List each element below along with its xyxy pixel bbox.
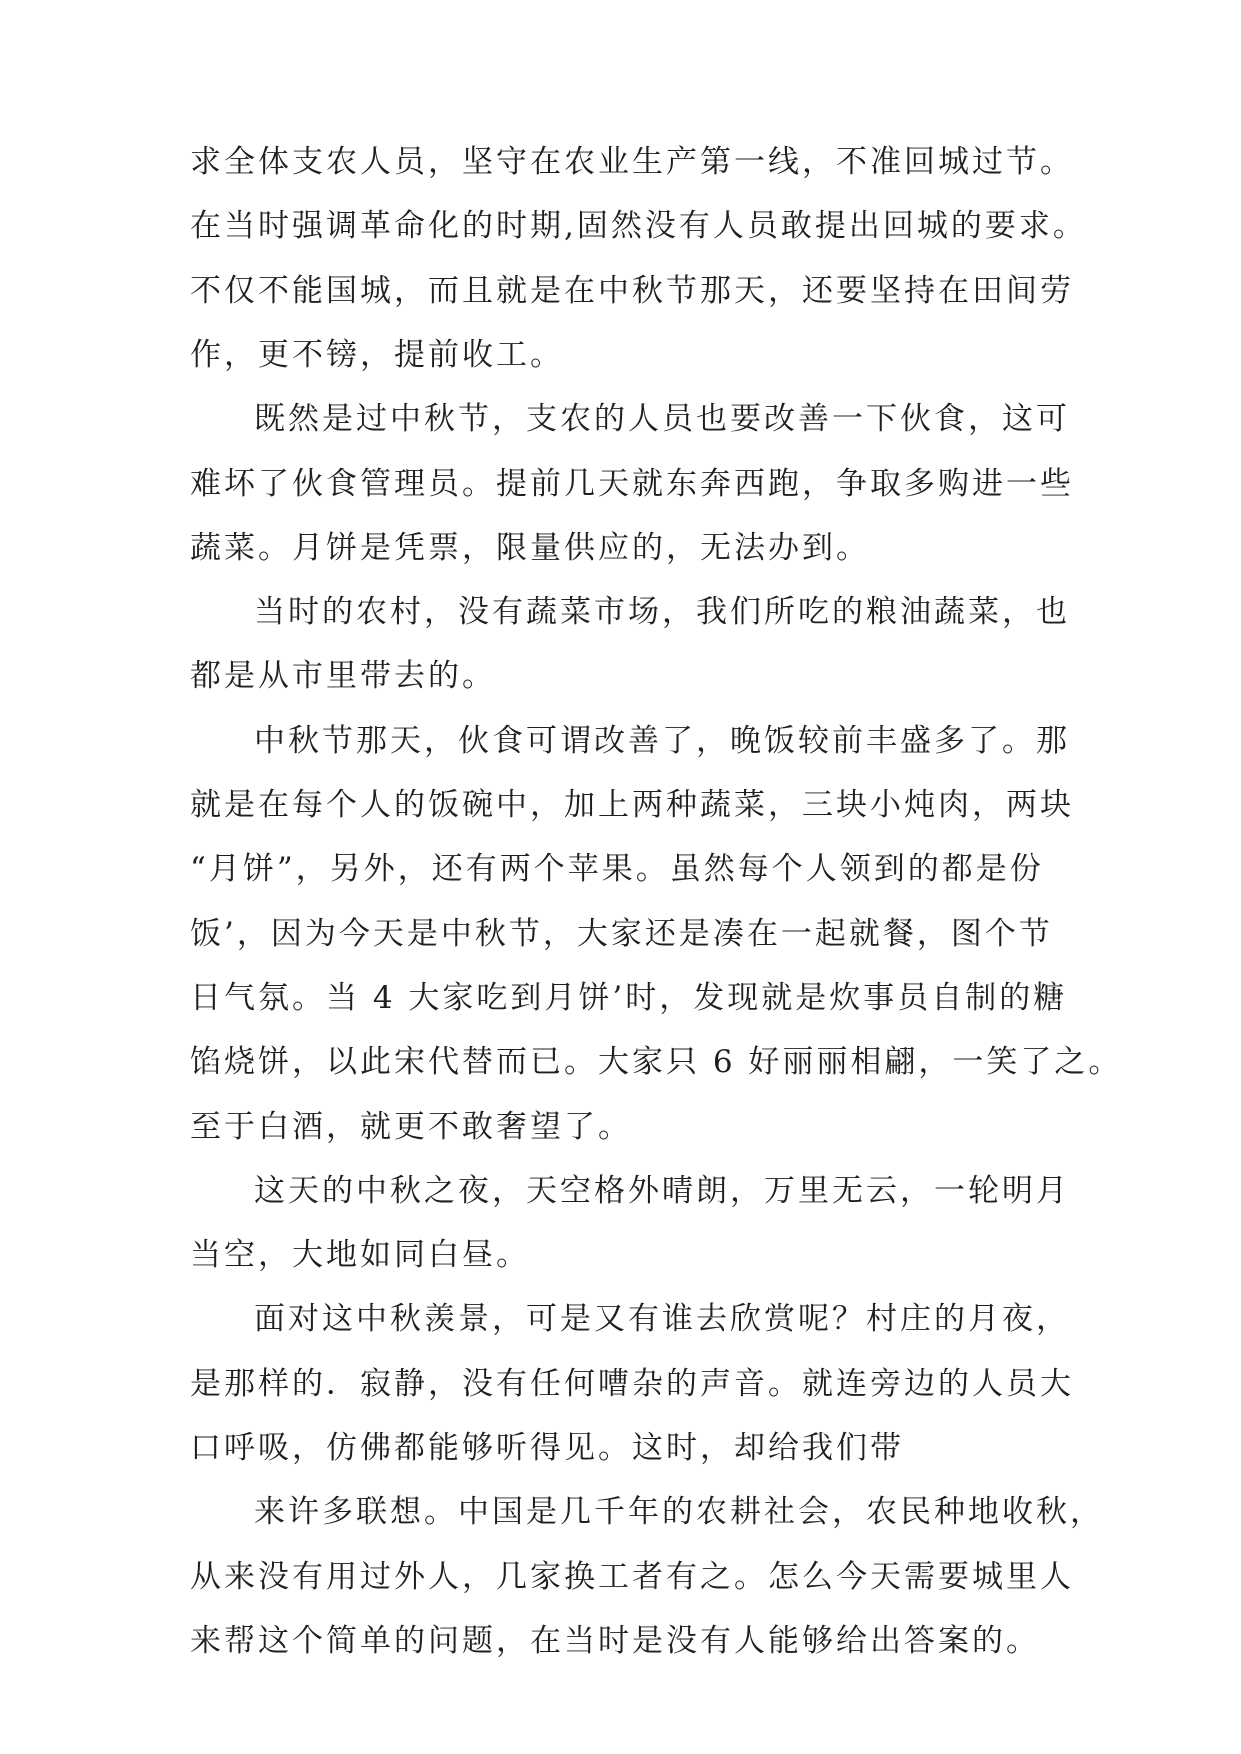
text-line: 都是从市里带去的。 xyxy=(190,658,496,694)
text-line: 作，更不镑，提前收工。 xyxy=(190,337,564,373)
text-line: 从来没有用过外人，几家换工者有之。怎么今天需要城里人 xyxy=(190,1559,1074,1595)
paragraph-first-line: 来许多联想。中国是几千年的农耕社会，农民种地收秋， xyxy=(254,1494,1104,1530)
text-line: 在当时强调革命化的时期,固然没有人员敢提出回城的要求。 xyxy=(190,208,1087,244)
text-line: “月饼”，另外，还有两个苹果。虽然每个人领到的都是份 xyxy=(190,851,1044,887)
text-line: 就是在每个人的饭碗中，加上两种蔬菜，三块小炖肉，两块 xyxy=(190,787,1074,823)
text-line: 馅烧饼，以此宋代替而已。大家只 6 好丽丽相翩，一笑了之。 xyxy=(190,1044,1123,1080)
text-line: 不仅不能国城，而且就是在中秋节那天，还要坚持在田间劳 xyxy=(190,273,1074,309)
text-line: 口呼吸，仿佛都能够听得见。这时，却给我们带 xyxy=(190,1430,904,1466)
text-line: 难坏了伙食管理员。提前几天就东奔西跑，争取多购进一些 xyxy=(190,466,1074,502)
text-line: 来帮这个简单的问题，在当时是没有人能够给出答案的。 xyxy=(190,1623,1040,1659)
text-line: 饭’，因为今天是中秋节，大家还是凑在一起就餐，图个节 xyxy=(190,916,1053,952)
paragraph-first-line: 当时的农村，没有蔬菜市场，我们所吃的粮油蔬菜，也 xyxy=(254,594,1070,630)
paragraph-first-line: 面对这中秋羡景，可是又有谁去欣赏呢？村庄的月夜， xyxy=(254,1301,1070,1337)
text-line: 是那样的．寂静，没有任何嘈杂的声音。就连旁边的人员大 xyxy=(190,1366,1074,1402)
text-line: 日气氛。当 4 大家吃到月饼’时，发现就是炊事员自制的糖 xyxy=(190,980,1068,1016)
text-line: 当空，大地如同白昼。 xyxy=(190,1237,530,1273)
paragraph-first-line: 既然是过中秋节，支农的人员也要改善一下伙食，这可 xyxy=(254,401,1070,437)
text-line: 蔬菜。月饼是凭票，限量供应的，无法办到。 xyxy=(190,530,870,566)
paragraph-first-line: 中秋节那天，伙食可谓改善了，晚饭较前丰盛多了。那 xyxy=(254,723,1070,759)
text-line: 至于白酒，就更不敢奢望了。 xyxy=(190,1109,632,1145)
text-line: 求全体支农人员，坚守在农业生产第一线，不准回城过节。 xyxy=(190,144,1074,180)
paragraph-first-line: 这天的中秋之夜，天空格外晴朗，万里无云，一轮明月 xyxy=(254,1173,1070,1209)
